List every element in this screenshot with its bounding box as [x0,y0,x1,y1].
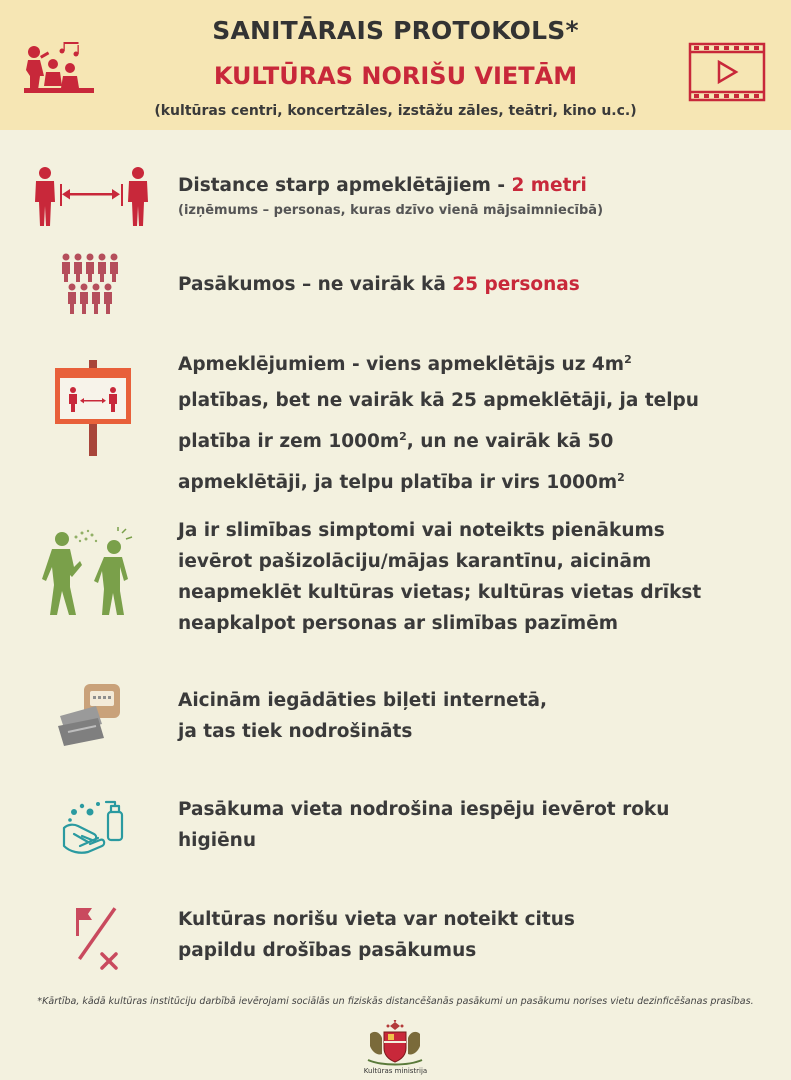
coat-of-arms-logo [364,1020,426,1066]
rule-line: neapkalpot personas ar slimības pazīmēm [178,613,619,634]
film-play-icon [688,42,766,102]
page-title: SANITĀRAIS PROTOKOLS* [212,16,579,45]
exception-note: (izņēmums – personas, kuras dzīvo vienā mājsaimniecībā) [178,203,604,218]
hand-wash-icon [60,798,126,860]
rule-line: ievērot pašizolāciju/mājas karantīnu, aicinām [178,551,652,572]
distance-value: 2 metri [511,175,587,196]
rule-distance-text [178,170,738,221]
area-sign-icon [53,360,133,456]
page-subtitle: KULTŪRAS NORIŠU VIETĀM [213,62,578,90]
rule-line: Pasākuma vieta nodrošina iespēju ievērot roku [178,799,670,820]
rule-text: Pasākumos – ne vairāk kā [178,274,453,295]
rule-line: Apmeklējumiem - viens apmeklētājs uz 4m [178,354,625,376]
rule-hygiene-text [178,794,738,856]
rule-line: Aicinām iegādāties biļeti internetā, [178,690,548,711]
rule-text: Distance starp apmeklētājiem - [178,175,512,196]
rule-line: platības, bet ne vairāk kā 25 apmeklētāji, ja telpu [178,390,699,412]
distance-icon [30,166,154,228]
rule-crowd-text [178,269,738,300]
rule-line: neapmeklēt kultūras vietas; kultūras vietas drīkst [178,582,702,603]
crowd-icon [60,252,124,316]
header-banner [0,0,791,130]
rule-symptoms-text [178,515,738,639]
logo-label: Kultūras ministrija [363,1067,428,1075]
superscript: 2 [624,353,632,366]
superscript: 2 [399,430,407,444]
rule-line: ja tas tiek nodrošināts [178,721,413,742]
rule-line: Kultūras norišu vieta var noteikt citus [178,909,575,930]
ticket-icon [56,682,124,746]
flag-cross-icon [68,904,124,970]
rule-additional-text [178,904,738,966]
superscript: 2 [617,471,625,485]
rule-line: platība ir zem 1000m [178,431,400,453]
rule-area-text [178,342,738,501]
rule-line: , un ne vairāk kā 50 [406,431,614,453]
rule-line: papildu drošības pasākumus [178,940,477,961]
rule-line: higiēnu [178,830,256,851]
rule-line: apmeklētāji, ja telpu platība ir virs 1000m [178,472,618,494]
footnote: *Kārtība, kādā kultūras institūciju darbībā ievērojami sociālās un fiziskās distancēšanās pasākumi un pasākumu norises vietu dezinficēšanas prasības. [37,996,754,1007]
venue-note: (kultūras centri, koncertzāles, izstāžu zāles, teātri, kino u.c.) [154,103,637,119]
rule-line: Ja ir slimības simptomi vai noteikts pienākums [178,520,665,541]
rule-tickets-text [178,685,738,747]
sick-person-icon [42,527,138,619]
crowd-limit-value: 25 personas [452,274,580,295]
